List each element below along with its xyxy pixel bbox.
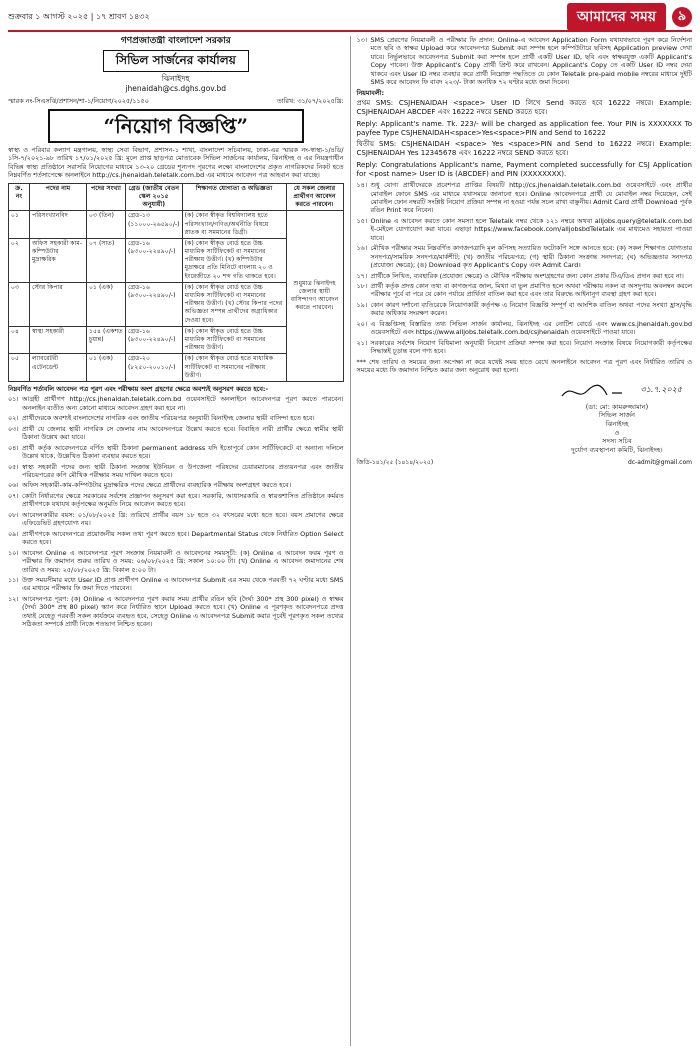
cell-post: স্বাস্থ্য সহকারী (30, 326, 87, 354)
list-item (357, 320, 693, 337)
item-text: অফিস সহকারী-কাম-কম্পিউটার মুদ্রাক্ষরিক পদের ক্ষেত্রে প্রার্থীদের ব্যবহারিক পরীক্ষায় অংশগ্রহণ করতে হবে। (22, 481, 291, 490)
item-number: ১৫। (356, 216, 368, 225)
cell-serial: ০৪ (9, 326, 30, 354)
masthead-logo: আমাদের সময় (567, 3, 666, 31)
signature-mark (542, 381, 692, 403)
content-columns (8, 36, 692, 1046)
cell-qualification: (ক) কোন স্বীকৃত বোর্ড হতে উচ্চ মাধ্যমিক সার্টিফিকেট বা সমমানের পরীক্ষায় উত্তীর্ণ। (182, 326, 286, 354)
cell-serial: ০৫ (9, 354, 30, 382)
left-column (8, 36, 344, 1046)
list-item (8, 414, 344, 422)
list-item (357, 181, 693, 215)
list-item (8, 595, 344, 629)
item-number: ১২। (8, 594, 19, 603)
col-header-qualification: শিক্ষাগত যোগ্যতা ও অভিজ্ঞতা (182, 183, 286, 211)
list-item (8, 463, 344, 480)
list-item (8, 549, 344, 574)
list-item (8, 576, 344, 593)
left-conditions-list (8, 395, 344, 628)
col-header-grade: গ্রেড (জাতীয় বেতন স্কেল ২০১৫ অনুযায়ী) (126, 183, 183, 211)
list-item (8, 492, 344, 509)
footer-email: dc-admit@gmail.com (627, 458, 692, 466)
item-text: কোন কারণ দর্শানো ব্যতিরেকে নিয়োগকারী কর্তৃপক্ষ এ নিয়োগ বিজ্ঞপ্তি সম্পূর্ণ বা আংশিক বাতিল অথবা পদের সংখ্যা হ্রাস/বৃদ্ধি করার অধিকার সংরক্ষণ করেন। (370, 300, 692, 318)
right-column (350, 36, 693, 1046)
item-text: প্রার্থী যে জেলার স্থায়ী নাগরিক সে জেলার নাম আবেদনপত্রে উল্লেখ করতে হবে। বিবাহিত নারী প্রার্থীর ক্ষেত্রে স্বামীর স্থায়ী ঠিকানা উল্লেখ করা যাবে। (22, 424, 344, 442)
conditions-title: নিম্নবর্ণিত শর্তাবলি আবেদন পত্র পূরণ এবং পরীক্ষায় অংশ গ্রহণের ক্ষেত্রে অবশ্যই অনুসরণ করতে হবে:- (8, 384, 269, 393)
item-number: ১৯। (356, 300, 368, 309)
signatory-location: ঝিনাইদহ (605, 419, 629, 428)
item-text: আবেদনপত্র পূরণ: (ক) Online এ আবেদনপত্র পূরণ করার সময় প্রার্থীর রঙিন ছবি (দৈর্ঘ্য 300* প্রস্থ 300 pixel) ও স্বাক্ষর (দৈর্ঘ্য 300* প্রস্থ 80 pixel) স্ক্যান করে নির্ধারিত স্থানে Upload করতে হবে। (খ) Online এ পূরণকৃত আবেদনপত্রে প্রদত্ত তথ্যই যেহেতু পরবর্তী সকল কার্যক্রমে ব্যবহৃত হবে, সেহেতু Online এ আবেদনপত্র Submit করার পূর্বেই পূরণকৃত সকল তথ্যের সঠিকতা সম্পর্কে প্রার্থী নিজে শতভাগ নিশ্চিত হবেন। (22, 594, 344, 629)
col-header-count: পদের সংখ্যা (87, 183, 126, 211)
footer-code: জিডি-১৪১/২৫ (১৪১৪/২০২৫) (356, 458, 434, 466)
item-number: ১৪। (356, 181, 368, 190)
item-number: ০১। (8, 395, 19, 404)
table-header-row (9, 183, 344, 211)
memo-number: স্মারক নং-সিএসঝি/প্রশাসন/শা-১/নিয়োগ/২০২৫/১১৫০ (8, 97, 149, 106)
item-number: ০২। (8, 414, 19, 423)
list-item (8, 530, 344, 547)
item-number: ০৮। (8, 510, 19, 519)
intro-paragraph: স্বাস্থ্য ও পরিবার কল্যাণ মন্ত্রণালয়, স্বাস্থ্য সেবা বিভাগ, প্রশাসন-১ শাখা, বাংলাদেশ সচিবালয়, ঢাকা-এর স্মারক নং-স্বাস্থ্য-১/৪ডি/১সি-৭/২০২১-৯৮ তারিখ ১৭/০১/২০২৫ খ্রি: মূলে প্রাপ্ত ছাড়পত্র মোতাবেক সিভিল সার্জনের কার্যালয়, ঝিনাইদহ ও এর নিয়ন্ত্রণাধীন বিভিন্ন স্বাস্থ্য প্রতিষ্ঠানে সরাসরি নিয়োগের মাধ্যমে ১৩-২০ গ্রেডের শূন্যপদ পূরণের লক্ষ্যে বাংলাদেশের প্রকৃত নাগরিকদের নিকট হতে নিম্নবর্ণিত শর্তসাপেক্ষে অনলাইনে http://cs.jhenaidah.teletalk.com.bd এর মাধ্যমে আবেদন পত্র আহবান করা যাচ্ছে। (8, 145, 344, 180)
signatory-name: (ডা: মো: কামরুজ্জামান) (585, 402, 649, 411)
list-item (8, 425, 344, 442)
item-number: ১৮। (356, 282, 368, 291)
cell-post: পরিসংখ্যানবিদ (30, 211, 87, 239)
item-number: ০৭। (8, 491, 19, 500)
government-name: গণপ্রজাতন্ত্রী বাংলাদেশ সরকার (120, 36, 231, 46)
rules-title: নিয়মাবলী: (356, 88, 385, 97)
cell-post: স্টোর কিপার (30, 282, 87, 326)
list-item (357, 282, 693, 299)
sms-reply-1: Reply: Applicant's name. Tk. 223/- will be charged as application fee. Your PIN is XXXXXXX To payfee Type CSJHENAIDAH<space>Yes<space>PIN and Send to 16222 (356, 119, 692, 137)
signature-date: ৩১.৭.২০২৫ (640, 384, 682, 394)
item-text: আগ্রহী প্রার্থীগণ http://cs.jhenaidah.teletalk.com.bd ওয়েবসাইটে অনলাইনে আবেদনপত্র পূরণ করতে পারবেন। অনলাইন ব্যতীত অন্য কোনো মাধ্যমে আবেদন গ্রহণ করা হবে না। (22, 395, 344, 412)
list-item (357, 217, 693, 242)
page-number: ৯ (672, 7, 692, 27)
item-text: স্বাস্থ্য সহকারী পদের জন্য স্থায়ী ঠিকানা সংক্রান্ত ইউনিয়ন ও উপজেলা পরিষদের চেয়ারম্যানের প্রত্যয়নপত্র এবং জাতীয় পরিচয়পত্রের কপি মৌখিক পরীক্ষার সময় দাখিল করতে হবে। (22, 462, 344, 479)
item-number: ১৭। (356, 271, 368, 280)
item-text: সরকারের সর্বশেষ নিয়োগ বিধিমালা অনুযায়ী নিয়োগ প্রক্রিয়া সম্পন্ন করা হবে। নিয়োগ সংক্রান্ত বিষয়ে নিয়োগকারী কর্তৃপক্ষের সিদ্ধান্তই চূড়ান্ত বলে গণ্য হবে। (370, 338, 692, 356)
item-number: ১০। (8, 548, 19, 557)
cell-qualification: (ক) কোন স্বীকৃত বোর্ড হতে উচ্চ মাধ্যমিক সার্টিফিকেট বা সমমানের পরীক্ষায় উত্তীর্ণ। (খ) কম্পিউটার মুদ্রাক্ষরে প্রতি মিনিটে বাংলায় ২০ ও ইংরেজীতে ২০ শব্দ গতি থাকতে হবে। (182, 238, 286, 282)
item-number: ২০। (356, 319, 368, 328)
cell-grade: গ্রেড-১৬ (৯৩০০-২২৪৯০/-) (126, 326, 183, 354)
cell-count: ১৫৪ (একশত চুয়ান্ন) (87, 326, 126, 354)
memo-date: তারিখ: ৩১/০৭/২০২৫খ্রি: (276, 97, 344, 106)
list-item (8, 481, 344, 489)
right-conditions-list (357, 181, 693, 356)
newspaper-header (8, 4, 692, 32)
signature-details (542, 381, 692, 455)
item-text: প্রার্থীদেরকে অবশ্যই বাংলাদেশের নাগরিক এবং জাতীয় পরিচয়পত্র অনুযায়ী ঝিনাইদহ জেলার স্থায়ী বাসিন্দা হতে হবে। (22, 414, 315, 423)
sms-second: দ্বিতীয় SMS: CSJHENAIDAH <space> Yes <space>PIN and Send to 16222 নম্বরে। Example: CSJHENAIDAH Yes 12345678 এবং 16222 নম্বরে SEND করতে হবে। (356, 140, 692, 158)
list-item (8, 395, 344, 412)
item-text: SMS প্রেরণের নিয়মাবলী ও পরীক্ষার ফি প্রদান: Online-এ আবেদন Application Form যথাযথভাবে পূরণ করে নির্দেশনা মতে ছবি ও স্বাক্ষর Upload করে আবেদনপত্র Submit করা সম্পন্ন হলে কম্পিউটারে ছবিসহ Application preview দেখা যাবে। নির্ভুলভাবে আবেদনপত্র Submit করা সম্পন্ন হলে প্রার্থী একটি User ID, ছবি এবং স্বাক্ষরযুক্ত একটি Applicant's Copy পাবেন। উক্ত Applicant's Copy প্রার্থী প্রিন্ট করে রাখবেন। Applicant's Copy তে একটি User ID নম্বর দেয়া থাকবে এবং User ID নম্বর ব্যবহার করে প্রার্থী নিম্নোক্ত পদ্ধতিতে যে কোন Teletalk pre-paid mobile নম্বরের মাধ্যমে দুইটি SMS করে আবেদন ফি বাবদ ২২৩/- টাকা অনধিক ৭২ ঘণ্টার মধ্যে জমা দিবেন। (370, 36, 692, 87)
notice-header (8, 36, 344, 94)
office-name: সিভিল সার্জনের কার্যালয় (103, 50, 249, 72)
cell-count: ০৭ (সাত) (87, 238, 126, 282)
cell-post: ল্যাবরেটরী এটেনডেন্ট (30, 354, 87, 382)
item-text: উক্ত সময়সীমার মধ্যে User ID প্রাপ্ত প্রার্থীগণ Online এ আবেদনপত্র Submit এর সময় থেকে পরবর্তী ৭২ ঘণ্টার মধ্যে SMS এর মাধ্যমে পরীক্ষার ফি জমা দিতে পারবেন। (22, 575, 344, 593)
list-item (357, 272, 693, 280)
item-number: ১১। (8, 575, 19, 584)
item-number: ০৪। (8, 443, 19, 452)
signatory-committee: দুর্যোগ ব্যবস্থাপনা কমিটি, ঝিনাইদহ। (571, 446, 663, 455)
item-text: আবেদন Online এ আবেদনপত্র পূরণ সংক্রান্ত নিয়মাবলী ও আবেদনের সময়সূচী: (ক) Online এ আবেদন ফরম পূরণ ও পরীক্ষার ফি জমাদান শুরুর তারিখ ও সময়: ০৬/০৮/২০২৫ খ্রি: সকাল ১০:০০ টা। (খ) Online এ আবেদন জমাদানের শেষ তারিখ ও সময়: ২৫/০৮/২০২৫ খ্রি: বিকাল ৫:০০ টা। (22, 548, 344, 574)
list-item (357, 301, 693, 318)
cell-serial: ০১ (9, 211, 30, 239)
col-header-serial: ক্র. নং (9, 183, 30, 211)
signature-block (357, 381, 693, 455)
notice-title: “নিয়োগ বিজ্ঞপ্তি” (48, 109, 304, 143)
cell-count: ০১ (এক) (87, 282, 126, 326)
sms-first: প্রথম SMS: CSJHENAIDAH <space> User ID লিখে Send করতে হবে 16222 নম্বরে। Example: CSJHENAIDAH ABCDEF এবং 16222 নম্বরে SEND করতে হবে। (356, 99, 692, 117)
office-email: jhenaidah@cs.dghs.gov.bd (125, 84, 227, 94)
cell-grade: গ্রেড-১৬ (৯৩০০-২২৪৯০/-) (126, 282, 183, 326)
item-text: প্রার্থী কর্তৃক আবেদনপত্রে বর্ণিত স্থায়ী ঠিকানা permanent address যদি ইতোপূর্বে কোন সার্টিফিকেটে বা অন্যান্য দলিলে উল্লেখ থাকে, উল্লেখিত ঠিকানা ব্যবহার করতে হবে। (22, 443, 344, 461)
vacancy-table (8, 183, 344, 382)
list-item (357, 244, 693, 269)
item-number: ০৬। (8, 481, 19, 490)
item-text: কোটা নির্ধারণের ক্ষেত্রে সরকারের সর্বশেষ প্রজ্ঞাপন অনুসরণ করা হবে। সরকারি, আধাসরকারি ও স্বায়ত্তশাসিত প্রতিষ্ঠানে কর্মরত প্রার্থীগণকে যথাযথ কর্তৃপক্ষের অনুমতি নিয়ে আবেদন করতে হবে। (22, 491, 344, 509)
item-text: প্রার্থী কর্তৃক প্রদত্ত কোন তথ্য বা কাগজপত্র জাল, মিথ্যা বা ভুল প্রমাণিত হলে অথবা পরীক্ষায় নকল বা অসদুপায় অবলম্বন করলে পরীক্ষার পূর্বে বা পরে যে কোন পর্যায়ে প্রার্থিতা বাতিল করা হবে এবং তার বিরুদ্ধে আইনানুগ ব্যবস্থা গ্রহণ করা হবে। (370, 282, 692, 299)
cell-grade: গ্রেড-১৬ (৯৩০০-২২৪৯০/-) (126, 238, 183, 282)
memo-line (8, 97, 344, 105)
item-text: এ বিজ্ঞপ্তিসহ বিস্তারিত তথ্য সিভিল সার্জন কার্যালয়, ঝিনাইদহ এর নোটিশ বোর্ডে এবং www.cs.jhenaidah.gov.bd ওয়েবসাইটে এবং https://www.alljobs.teletalk.com.bd/csjhenaidah ওয়েবসাইটে পাওয়া যাবে। (370, 319, 692, 337)
footer-note (357, 459, 693, 467)
item-text: Online এ আবেদন করতে কোন সমস্যা হলে Teletalk নম্বর থেকে ১২১ নম্বরে অথবা alljobs.query@teletalk.com.bd ই-মেইলে যোগাযোগ করা যাবে। এছাড়া https://www.facebook.com/alljobsbdTeletalk এর মাধ্যমেও সহায়তা পাওয়া যাবে। (370, 216, 692, 242)
signatory-and: ও (614, 428, 620, 437)
item-text: প্রার্থীগণকে আবেদনপত্রে প্রয়োজনীয় সকল তথ্য পূরণ করতে হবে। Departmental Status থেকে নির্ধারিত Option Select করতে হবে। (22, 529, 344, 547)
issue-date: শুক্রবার ১ আগস্ট ২০২৫ | ১৭ শ্রাবণ ১৪৩২ (8, 11, 150, 21)
signatory-title: সিভিল সার্জন (598, 411, 636, 420)
item-number: ০৫। (8, 462, 19, 471)
cell-qualification: (ক) কোন স্বীকৃত বোর্ড হতে উচ্চ মাধ্যমিক সার্টিফিকেট বা সমমানের পরীক্ষায় উত্তীর্ণ। (খ) স্টোর কিপার পদের অভিজ্ঞতা সম্পন্ন প্রার্থীদের অগ্রাধিকার দেওয়া হবে। (182, 282, 286, 326)
cell-district: শুধুমাত্র ঝিনাইদহ জেলার স্থায়ী বাসিন্দাগণ আবেদন করতে পারবেন। (286, 211, 343, 382)
cell-count: ০৩ (তিন) (87, 211, 126, 239)
office-location: ঝিনাইদহ (161, 73, 190, 83)
cell-qualification: (ক) কোন স্বীকৃত বোর্ড হতে মাধ্যমিক সার্টিফিকেট বা সমমানের পরীক্ষায় উত্তীর্ণ। (182, 354, 286, 382)
item-text: প্রার্থীকে লিখিত, ব্যবহারিক (প্রযোজ্য ক্ষেত্রে) ও মৌখিক পরীক্ষায় অংশগ্রহণের জন্য কোন প্রকার টিএ/ডিএ প্রদান করা হবে না। (370, 271, 684, 280)
list-item (8, 511, 344, 528)
item-text: মৌখিক পরীক্ষার সময় নিম্নবর্ণিত কাগজপত্রাদি মূল কপিসহ সত্যায়িত ফটোকপি সঙ্গে আনতে হবে: (ক) সকল শিক্ষাগত যোগ্যতার সনদপত্র/সাময়িক সনদপত্র/মার্কশীট; (খ) জাতীয় পরিচয়পত্র; (গ) স্থায়ী ঠিকানা সংক্রান্ত সনদপত্র; (ঘ) অভিজ্ঞতার সনদপত্র (প্রযোজ্য ক্ষেত্রে); (ঙ) Download কৃত Applicant's Copy এবং Admit Card। (370, 244, 692, 270)
item-number: ০৯। (8, 529, 19, 538)
cell-qualification: (ক) কোন স্বীকৃত বিশ্ববিদ্যালয় হতে পরিসংখ্যান/গণিত/অর্থনীতি বিষয়ে স্নাতক বা সমমানের ডিগ্রী। (182, 211, 286, 239)
cell-grade: গ্রেড-২০ (৮২৫০-২০০১০/-) (126, 354, 183, 382)
cell-serial: ০২ (9, 238, 30, 282)
cell-grade: গ্রেড-১৩ (১১০০০-২৬৫৯০/-) (126, 211, 183, 239)
signatory-role: সদস্য সচিব (602, 437, 632, 446)
list-item (8, 444, 344, 461)
col-header-district: যে সকল জেলার প্রার্থীগণ আবেদন করতে পারবেন। (286, 183, 343, 211)
sms-reply-2: Reply: Congratulations Applicant's name, Payment completed successfully for CSJ Application for <post name> User ID is (ABCDEF) and PIN (XXXXXXXX). (356, 160, 692, 178)
cell-count: ০১ (এক) (87, 354, 126, 382)
item-number: ২১। (356, 338, 368, 347)
col-header-post: পদের নাম (30, 183, 87, 211)
cell-serial: ০৩ (9, 282, 30, 326)
item-number: ১৬। (356, 244, 368, 253)
item-number: ০৩। (8, 424, 19, 433)
item-number: ১৩। (356, 36, 368, 44)
closing-note: *** শেষ তারিখ ও সময়ের জন্য অপেক্ষা না করে যথেষ্ট সময় হাতে রেখে অনলাইনে আবেদন পত্র পূরণ এবং নির্ধারিত তারিখ ও সময়ের মধ্যে ফি জমাদান নিশ্চিত করার জন্য অনুরোধ করা হলো। (356, 357, 692, 375)
table-row (9, 211, 344, 239)
cell-post: অফিস সহকারী কাম-কম্পিউটার মুদ্রাক্ষরিক (30, 238, 87, 282)
list-item (357, 339, 693, 356)
item-text: শুধু যোগ্য প্রার্থীদেরকে প্রবেশপত্র প্রাপ্তির বিষয়টি http://cs.jhenaidah.teletalk.com.bd ওয়েবসাইটে এবং প্রার্থীর মোবাইল ফোনে SMS এর মাধ্যমে যথাসময়ে জানানো হবে। Online আবেদনপত্রে প্রার্থী যে মোবাইল নম্বর দিয়েছেন, সেই মোবাইল ফোন নম্বরটি সংশ্লিষ্ট নিয়োগ প্রক্রিয়া সম্পন্ন না হওয়া পর্যন্ত সচল রাখা বাঞ্ছনীয়। Admit Card প্রার্থী Download পূর্বক রঙিন Print করে নিবেন। (370, 181, 692, 215)
brand (567, 3, 692, 31)
item-text: আবেদনকারীর বয়স: ০১/০৮/২০২৫ খ্রি: তারিখে প্রার্থীর বয়স ১৮ হতে ৩২ বৎসরের মধ্যে হতে হবে। বয়স প্রমাণের ক্ষেত্রে এফিডেভিট গ্রহণযোগ্য নয়। (22, 510, 344, 528)
list-item (357, 36, 693, 87)
